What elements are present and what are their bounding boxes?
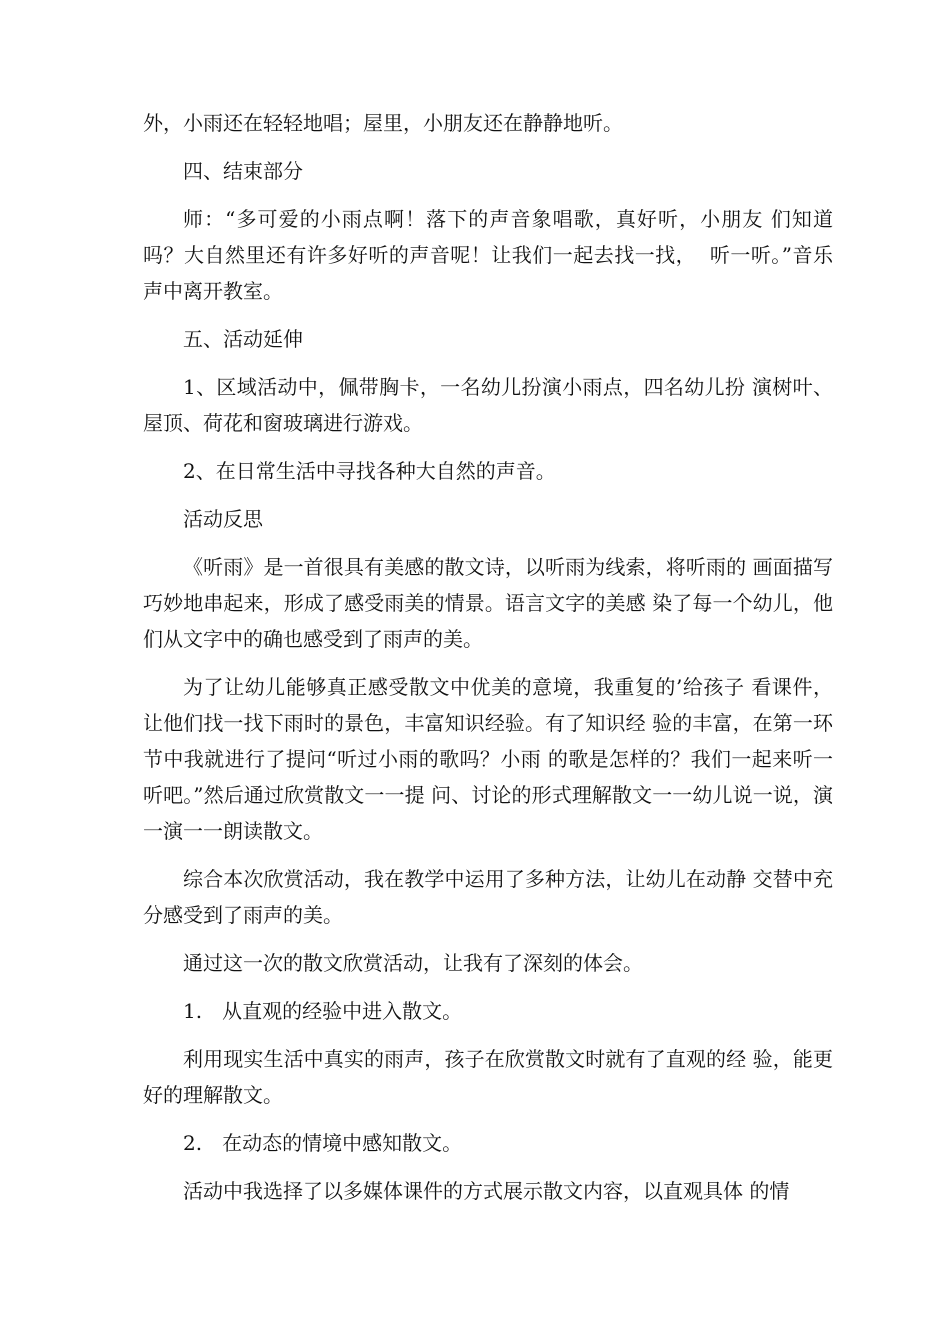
section-heading-ending: 四、结束部分 [183,159,303,183]
paragraph-reflection-3: 综合本次欣赏活动，我在教学中运用了多种方法，让幼儿在动静 交替中充分感受到了雨声的美。 [143,867,833,927]
paragraph-teacher-speech: 师：“多可爱的小雨点啊！落下的声音象唱歌，真好听，小朋友 们知道吗？大自然里还有许多好听的声音呢！让我们一起去找一找， 听一听。”音乐声中离开教室。 [143,207,833,303]
section-heading-extension: 五、活动延伸 [183,327,303,351]
paragraph-reflection-1: 《听雨》是一首很具有美感的散文诗，以听雨为线索，将听雨的 画面描写巧妙地串起来，形成了感受雨美的情景。语言文字的美感 染了每一个幼儿，他们从文字中的确也感受到了雨声的美。 [143,555,833,651]
paragraph-reflection-2: 为了让幼儿能够真正感受散文中优美的意境，我重复的’给孩子 看课件，让他们找一找下雨时的景色，丰富知识经验。有了知识经 验的丰富，在第一环节中我就进行了提问“听过小雨的歌吗？小雨 的歌是怎样的？我们一起来听一听吧。”然后通过欣赏散文一一提 问、讨论的形式理解散文一一幼儿说一说，演一演一一朗读散文。 [143,675,833,843]
section-heading-reflection: 活动反思 [183,507,263,531]
paragraph-extension-2: 2、在日常生活中寻找各种大自然的声音。 [183,459,556,483]
paragraph-reflection-4: 通过这一次的散文欣赏活动，让我有了深刻的体会。 [183,951,643,975]
paragraph-list-item-1-body: 利用现实生活中真实的雨声，孩子在欣赏散文时就有了直观的经 验，能更好的理解散文。 [143,1047,833,1107]
list-item-2: 2. 在动态的情境中感知散文。 [183,1131,463,1155]
list-item-1: 1. 从直观的经验中进入散文。 [183,999,463,1023]
paragraph-list-item-2-body: 活动中我选择了以多媒体课件的方式展示散文内容，以直观具体 的情 [183,1179,790,1203]
paragraph-continuation: 外，小雨还在轻轻地唱；屋里，小朋友还在静静地听。 [143,111,623,135]
document-body [143,105,833,1209]
paragraph-extension-1: 1、区域活动中，佩带胸卡，一名幼儿扮演小雨点，四名幼儿扮 演树叶、屋顶、荷花和窗玻璃进行游戏。 [143,375,833,435]
